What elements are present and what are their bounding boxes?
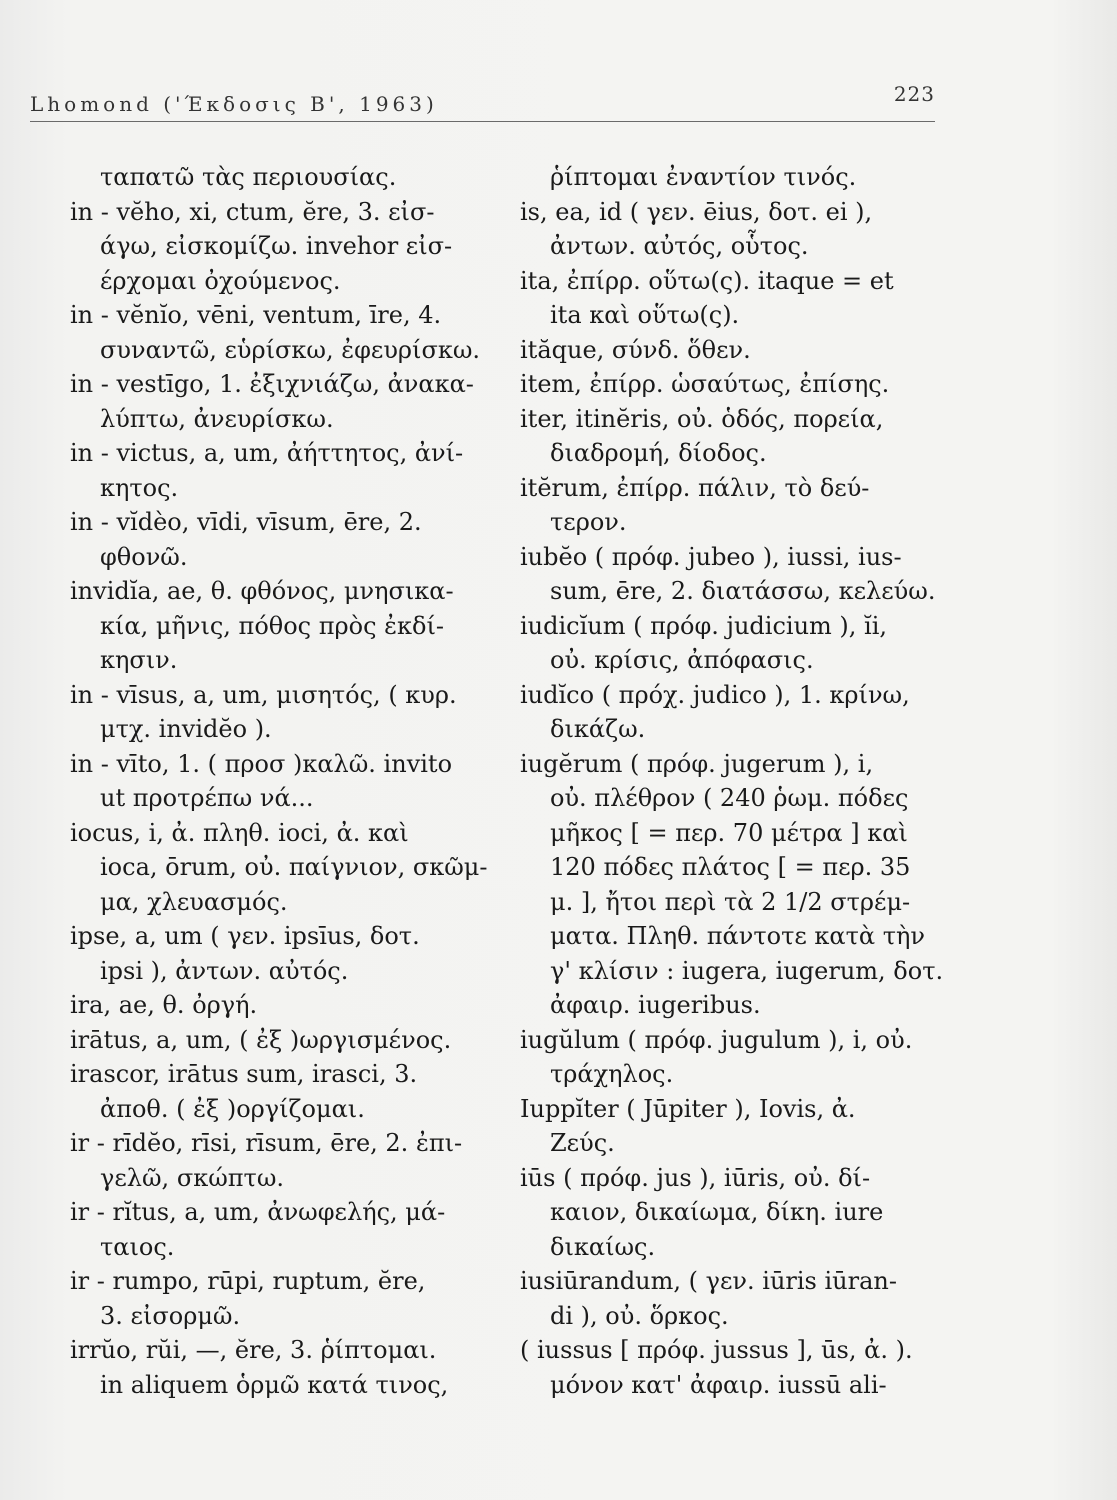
entry-line: item, ἐπίρρ. ὡσαύτως, ἐπίσης. [520,370,890,398]
entry-line: δικάζω. [550,715,646,743]
entry-line: iūs ( πρόφ. jus ), iūris, οὐ. δί- [520,1163,871,1192]
entry-line: iugŭlum ( πρόφ. jugulum ), i, οὐ. [520,1025,913,1054]
entry-line: irātus, a, um, ( ἐξ )ωργισμένος. [70,1025,452,1054]
entry-line: γ' κλίσιν : iugera, iugerum, δοτ. [550,956,944,985]
entry-line: μῆκος [ = περ. 70 μέτρα ] καὶ [550,818,908,847]
entry-line: iudĭco ( πρόχ. judico ), 1. κρίνω, [520,680,910,709]
entry-line: Ζεύς. [550,1129,615,1157]
entry-line: ir - rīdĕo, rīsi, rīsum, ēre, 2. ἐπι- [70,1129,463,1157]
entry-line: iubĕo ( πρόφ. jubeo ), iussi, ius- [520,542,902,571]
header-rule [30,121,935,122]
entry-line: in - victus, a, um, ἀήττητος, ἀνί- [70,439,464,467]
entry-line: iocus, i, ἀ. πληθ. ioci, ἀ. καὶ [70,818,409,847]
entry-line: συναντῶ, εὑρίσκω, ἐφευρίσκω. [100,335,481,364]
entry-line: οὐ. πλέθρον ( 240 ῥωμ. πόδες [550,784,909,812]
entry-line: κία, μῆνις, πόθος πρὸς ἐκδί- [100,611,444,640]
entry-line: ut προτρέπω νά... [100,784,314,812]
right-column [520,160,965,1402]
entry-line: δικαίως. [550,1232,656,1261]
entry-line: in - vĕnĭo, vēni, ventum, īre, 4. [70,301,442,329]
entry-line: ταιος. [100,1232,175,1261]
entry-line: irrŭo, rŭi, —, ĕre, 3. ῥίπτομαι. [70,1336,437,1364]
page-header [30,82,935,122]
entry-line: sum, ēre, 2. διατάσσω, κελεύω. [550,577,936,605]
entry-line: in - vīsus, a, um, μισητός, ( κυρ. [70,680,457,709]
entry-line: τερον. [550,508,627,536]
entry-line: ir - rumpo, rūpi, ruptum, ĕre, [70,1267,426,1295]
entry-line: ioca, ōrum, οὐ. παίγνιον, σκῶμ- [100,853,488,881]
entry-line: κησιν. [100,646,178,674]
entry-line: in - vĕho, xi, ctum, ĕre, 3. εἰσ- [70,197,435,226]
entry-line: ita καὶ οὕτω(ς). [550,301,740,329]
entry-line: ipsi ), ἀντων. αὐτός. [100,956,349,985]
entry-line: irascor, irātus sum, irasci, 3. [70,1060,418,1088]
entry-line: άγω, εἰσκομίζω. invehor εἰσ- [100,232,453,260]
entry-line: ira, ae, θ. ὀργή. [70,991,258,1019]
entry-line: ita, ἐπίρρ. οὕτω(ς). itaque = et [520,266,894,295]
entry-line: iter, itinĕris, οὐ. ὁδός, πορεία, [520,404,884,433]
entry-line: in aliquem ὁρμῶ κατά τινος, [100,1370,449,1399]
page-number: 223 [893,82,935,106]
entry-line: ităque, σύνδ. ὅθεν. [520,335,751,364]
entry-line: μτχ. invidĕo ). [100,715,272,743]
entry-line: καιον, δικαίωμα, δίκη. iure [550,1198,884,1226]
entry-line: μόνον κατ' ἀφαιρ. iussū ali- [550,1370,887,1399]
entry-line: ἀφαιρ. iugeribus. [550,991,761,1019]
entry-line: in - vĭdèo, vīdi, vīsum, ēre, 2. [70,508,422,536]
entry-line: ῥίπτομαι ἐναντίον τινός. [550,163,857,191]
entry-line: κητος. [100,473,179,502]
entry-line: 120 πόδες πλάτος [ = περ. 35 [550,853,911,881]
entry-line: ταπατῶ τὰς περιουσίας. [100,163,397,191]
entry-line: iudicĭum ( πρόφ. judicium ), ĭi, [520,611,888,640]
entry-line: iugĕrum ( πρόφ. jugerum ), i, [520,749,874,778]
entry-line: Iuppĭter ( Jūpiter ), Iovis, ἀ. [520,1094,856,1123]
entry-line: μα, χλευασμός. [100,887,288,916]
entry-line: μ. ], ἤτοι περὶ τὰ 2 1/2 στρέμ- [550,887,911,916]
entry-line: is, ea, id ( γεν. ēius, δοτ. ei ), [520,197,873,226]
entry-line: ir - rĭtus, a, um, ἀνωφελής, μά- [70,1198,446,1226]
left-column [70,160,510,1402]
entry-line: invidĭa, ae, θ. φθόνος, μνησικα- [70,577,454,605]
entry-line: di ), οὐ. ὅρκος. [550,1301,729,1330]
entry-line: iusiūrandum, ( γεν. iūris iūran- [520,1267,897,1295]
entry-line: ματα. Πληθ. πάντοτε κατὰ τὴν [550,922,925,950]
entry-line: λύπτω, ἀνευρίσκω. [100,404,334,433]
running-head: Lhomond ('Έκδοσις Β', 1963) [30,92,438,116]
entry-line: ipse, a, um ( γεν. ipsīus, δοτ. [70,922,420,950]
entry-line: in - vestīgo, 1. ἐξιχνιάζω, ἀνακα- [70,370,474,398]
entry-line: φθονῶ. [100,542,188,571]
entry-line: ( iussus [ πρόφ. jussus ], ūs, ἀ. ). [520,1336,913,1364]
entry-line: γελῶ, σκώπτω. [100,1163,285,1192]
entry-line: έρχομαι ὀχούμενος. [100,266,341,295]
entry-line: διαδρομή, δίοδος. [550,439,767,467]
entry-line: ἀντων. αὐτός, οὗτος. [550,232,809,260]
entry-line: itĕrum, ἐπίρρ. πάλιν, τὸ δεύ- [520,473,870,502]
entry-line: in - vīto, 1. ( προσ )καλῶ. invito [70,749,453,778]
entry-line: οὐ. κρίσις, ἀπόφασις. [550,646,814,674]
entry-line: ἀποθ. ( ἐξ )οργίζομαι. [100,1094,365,1123]
entry-line: τράχηλος. [550,1060,674,1088]
entry-line: 3. εἰσορμῶ. [100,1301,241,1330]
